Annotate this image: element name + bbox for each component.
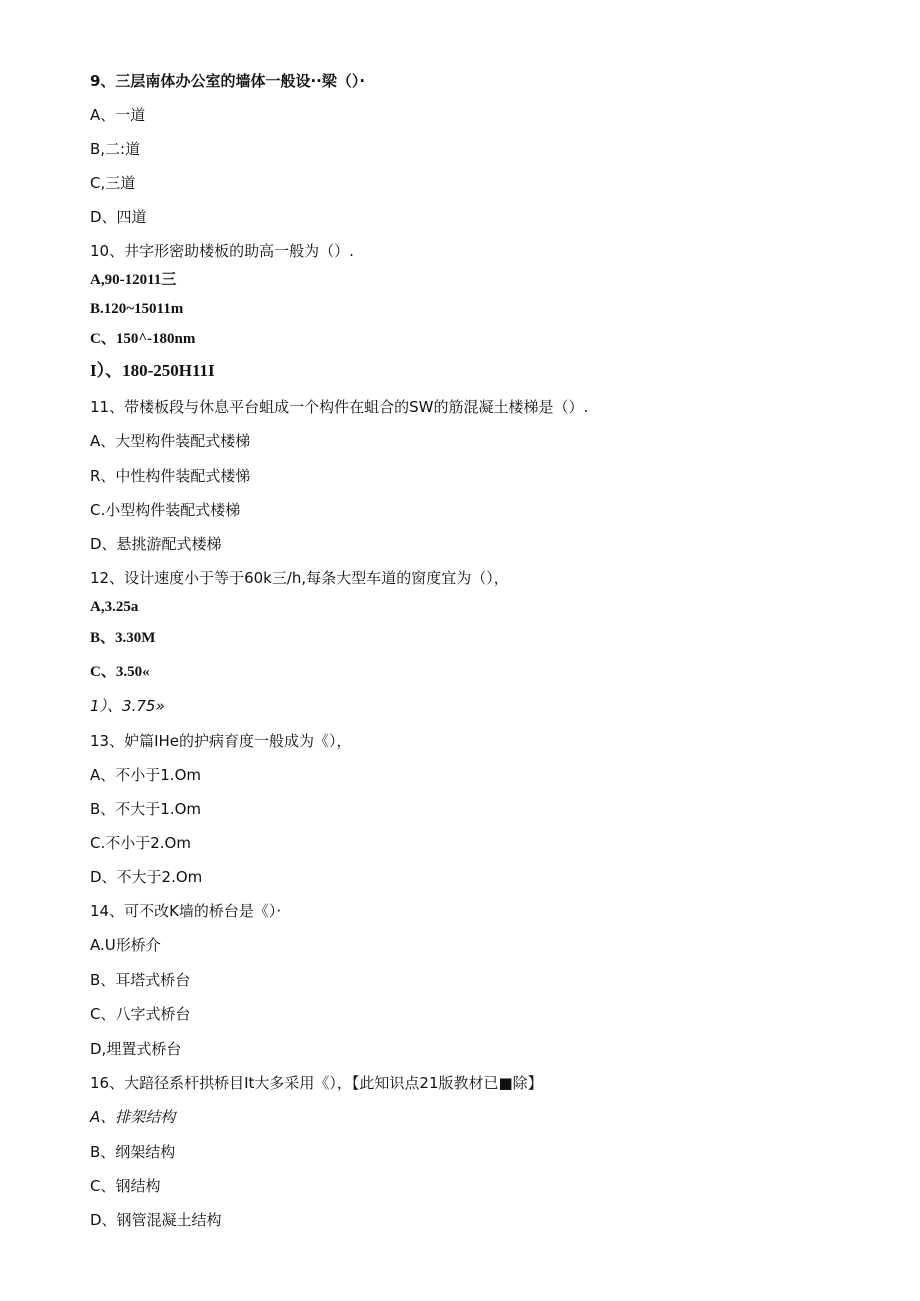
- question-10-option-d: I）、180-250H11I: [90, 361, 215, 380]
- question-9-stem: 9、三层南体办公室的墙体一般设··梁（）·: [90, 72, 366, 90]
- question-13-option-d: D、不大于2.Om: [90, 868, 203, 886]
- question-11-option-a: A、大型构件装配式楼梯: [90, 432, 251, 450]
- question-9-option-b: B,二:道: [90, 140, 141, 158]
- question-9-option-d: D、四道: [90, 208, 147, 226]
- question-13-option-c: C.不小于2.Om: [90, 834, 191, 852]
- question-14-option-d: D,埋置式桥台: [90, 1040, 182, 1058]
- question-11-option-b: R、中性构件装配式楼悌: [90, 467, 251, 485]
- question-14-option-a: A.U形桥介: [90, 936, 161, 954]
- question-10-stem: 10、井字形密助楼板的助高一般为（）.: [90, 242, 354, 260]
- question-14-option-c: C、八字式桥台: [90, 1005, 191, 1023]
- question-13-option-a: A、不小于1.Om: [90, 766, 201, 784]
- question-12-option-c: C、3.50«: [90, 664, 150, 680]
- question-13-stem: 13、妒篇IHe的护病育度一般成为《），: [90, 732, 352, 750]
- question-12-option-a: A,3.25a: [90, 599, 139, 615]
- question-12-stem: 12、设计速度小于等于60k三/h,每条大型车道的窗度宜为（），: [90, 569, 509, 587]
- question-10-option-b: B.120~15011m: [90, 301, 184, 317]
- question-9-option-c: C,三道: [90, 174, 136, 192]
- question-10-option-a: A,90-12011三: [90, 272, 177, 288]
- question-13-option-b: B、不大于1.Om: [90, 800, 202, 818]
- question-16-option-c: C、钢结构: [90, 1177, 161, 1195]
- question-16-option-b: B、纲架结构: [90, 1143, 176, 1161]
- question-11-stem: 11、带楼板段与休息平台蛆成一个构件在蛆合的SW的筋混凝土楼梯是（）.: [90, 398, 589, 416]
- question-14-option-b: B、耳塔式桥台: [90, 971, 191, 989]
- question-14-stem: 14、可不改K墙的桥台是《）·: [90, 902, 282, 920]
- question-16-option-d: D、钢管混凝土结构: [90, 1211, 222, 1229]
- question-16-stem: 16、大踣径系杆拱桥目It大多采用《），【此知识点21版教材已■除】: [90, 1074, 543, 1092]
- question-11-option-c: C.小型构件装配式楼梯: [90, 501, 241, 519]
- question-9-option-a: A、一道: [90, 106, 146, 124]
- question-10-option-c: C、150^-180nm: [90, 331, 196, 347]
- question-16-option-a: A、排架结构: [90, 1108, 176, 1126]
- question-11-option-d: D、悬挑游配式楼梯: [90, 535, 222, 553]
- question-12-option-b: B、3.30M: [90, 630, 156, 646]
- question-12-option-d: 1）、3.75»: [90, 697, 165, 715]
